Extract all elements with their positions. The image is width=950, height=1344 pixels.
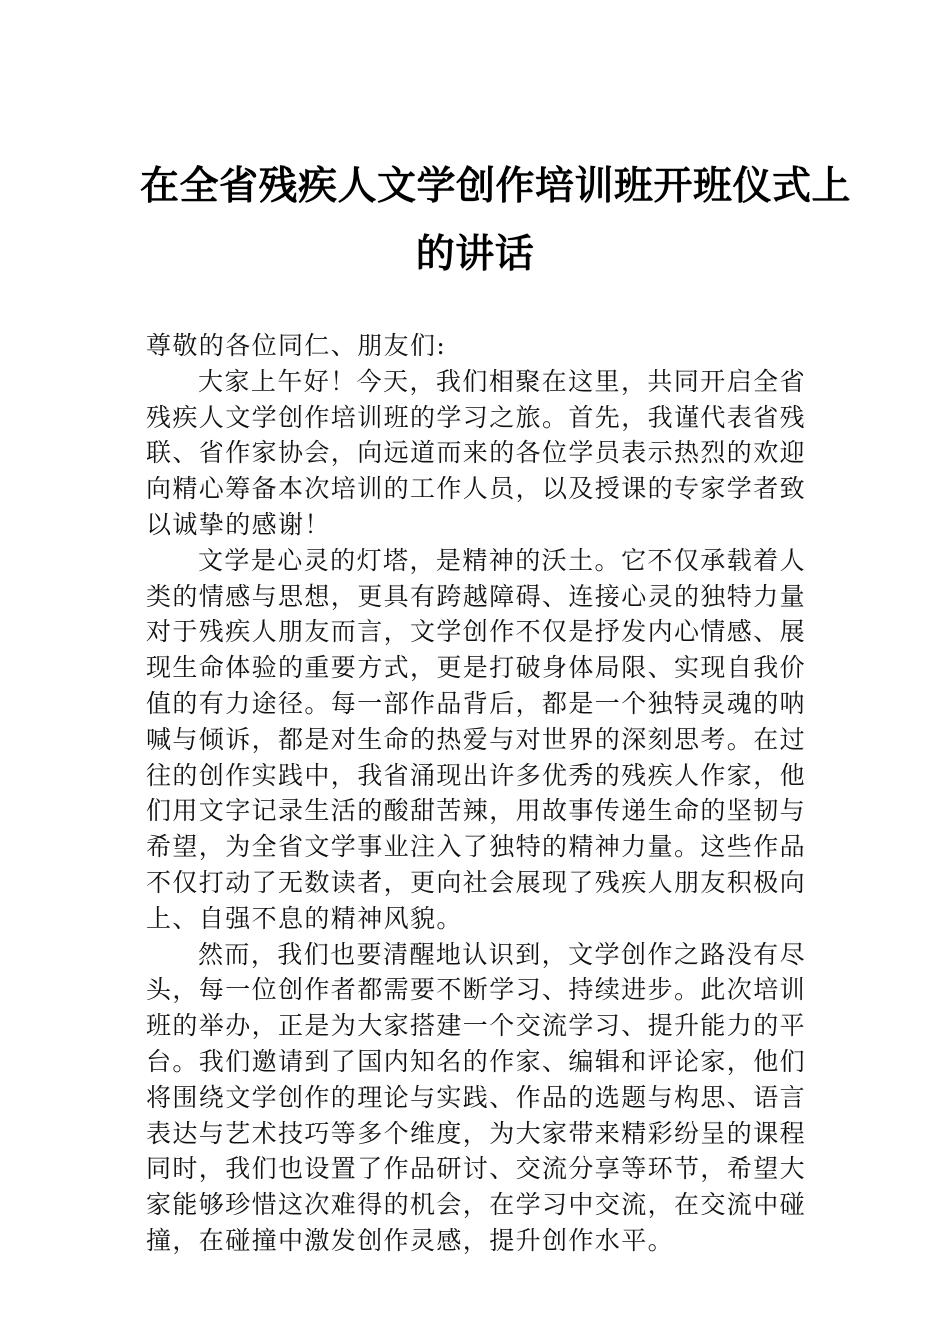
paragraph-line: 希望，为全省文学事业注入了独特的精神力量。这些作品: [146, 832, 807, 862]
paragraph-line: 头，每一位创作者都需要不断学习、持续进步。此次培训: [146, 975, 807, 1005]
paragraph-line: 将围绕文学创作的理论与实践、作品的选题与构思、语言: [146, 1082, 807, 1112]
title-line-1: 在全省残疾人文学创作培训班开班仪式上: [140, 163, 852, 209]
paragraph-line: 文学是心灵的灯塔，是精神的沃土。它不仅承载着人: [198, 545, 806, 575]
paragraph-line: 值的有力途径。每一部作品背后，都是一个独特灵魂的呐: [146, 688, 807, 718]
paragraph-line: 对于残疾人朋友而言，文学创作不仅是抒发内心情感、展: [146, 617, 807, 647]
paragraph-line: 以诚挚的感谢！: [146, 509, 331, 539]
title-line-2: 的讲话: [415, 231, 535, 277]
paragraph-line: 台。我们邀请到了国内知名的作家、编辑和评论家，他们: [146, 1046, 807, 1076]
paragraph-line: 往的创作实践中，我省涌现出许多优秀的残疾人作家，他: [146, 760, 807, 790]
paragraph-line: 现生命体验的重要方式，更是打破身体局限、实现自我价: [146, 653, 807, 683]
paragraph-line: 不仅打动了无数读者，更向社会展现了残疾人朋友积极向: [146, 867, 807, 897]
salutation: 尊敬的各位同仁、朋友们:: [146, 331, 447, 360]
paragraph-line: 家能够珍惜这次难得的机会，在学习中交流，在交流中碰: [146, 1190, 807, 1220]
paragraph-1: [146, 364, 806, 543]
document-title: [140, 152, 852, 288]
paragraph-line: 们用文字记录生活的酸甜苦辣，用故事传递生命的坚韧与: [146, 796, 807, 826]
document-body: [146, 328, 806, 1259]
paragraph-3: [146, 937, 806, 1259]
paragraph-line: 喊与倾诉，都是对生命的热爱与对世界的深刻思考。在过: [146, 724, 807, 754]
paragraph-line: 上、自强不息的精神风貌。: [146, 903, 463, 933]
paragraph-line: 表达与艺术技巧等多个维度，为大家带来精彩纷呈的课程: [146, 1118, 807, 1148]
paragraph-line: 班的举办，正是为大家搭建一个交流学习、提升能力的平: [146, 1011, 807, 1041]
paragraph-line: 向精心筹备本次培训的工作人员，以及授课的专家学者致: [146, 474, 807, 504]
paragraph-line: 大家上午好！今天，我们相聚在这里，共同开启全省: [198, 366, 806, 396]
paragraph-2: [146, 543, 806, 937]
paragraph-line: 撞，在碰撞中激发创作灵感，提升创作水平。: [146, 1225, 675, 1255]
paragraph-line: 类的情感与思想，更具有跨越障碍、连接心灵的独特力量: [146, 581, 807, 611]
paragraph-line: 同时，我们也设置了作品研讨、交流分享等环节，希望大: [146, 1154, 807, 1184]
paragraph-line: 联、省作家协会，向远道而来的各位学员表示热烈的欢迎: [146, 438, 807, 468]
paragraph-line: 然而，我们也要清醒地认识到，文学创作之路没有尽: [198, 939, 806, 969]
paragraph-line: 残疾人文学创作培训班的学习之旅。首先，我谨代表省残: [146, 402, 807, 432]
